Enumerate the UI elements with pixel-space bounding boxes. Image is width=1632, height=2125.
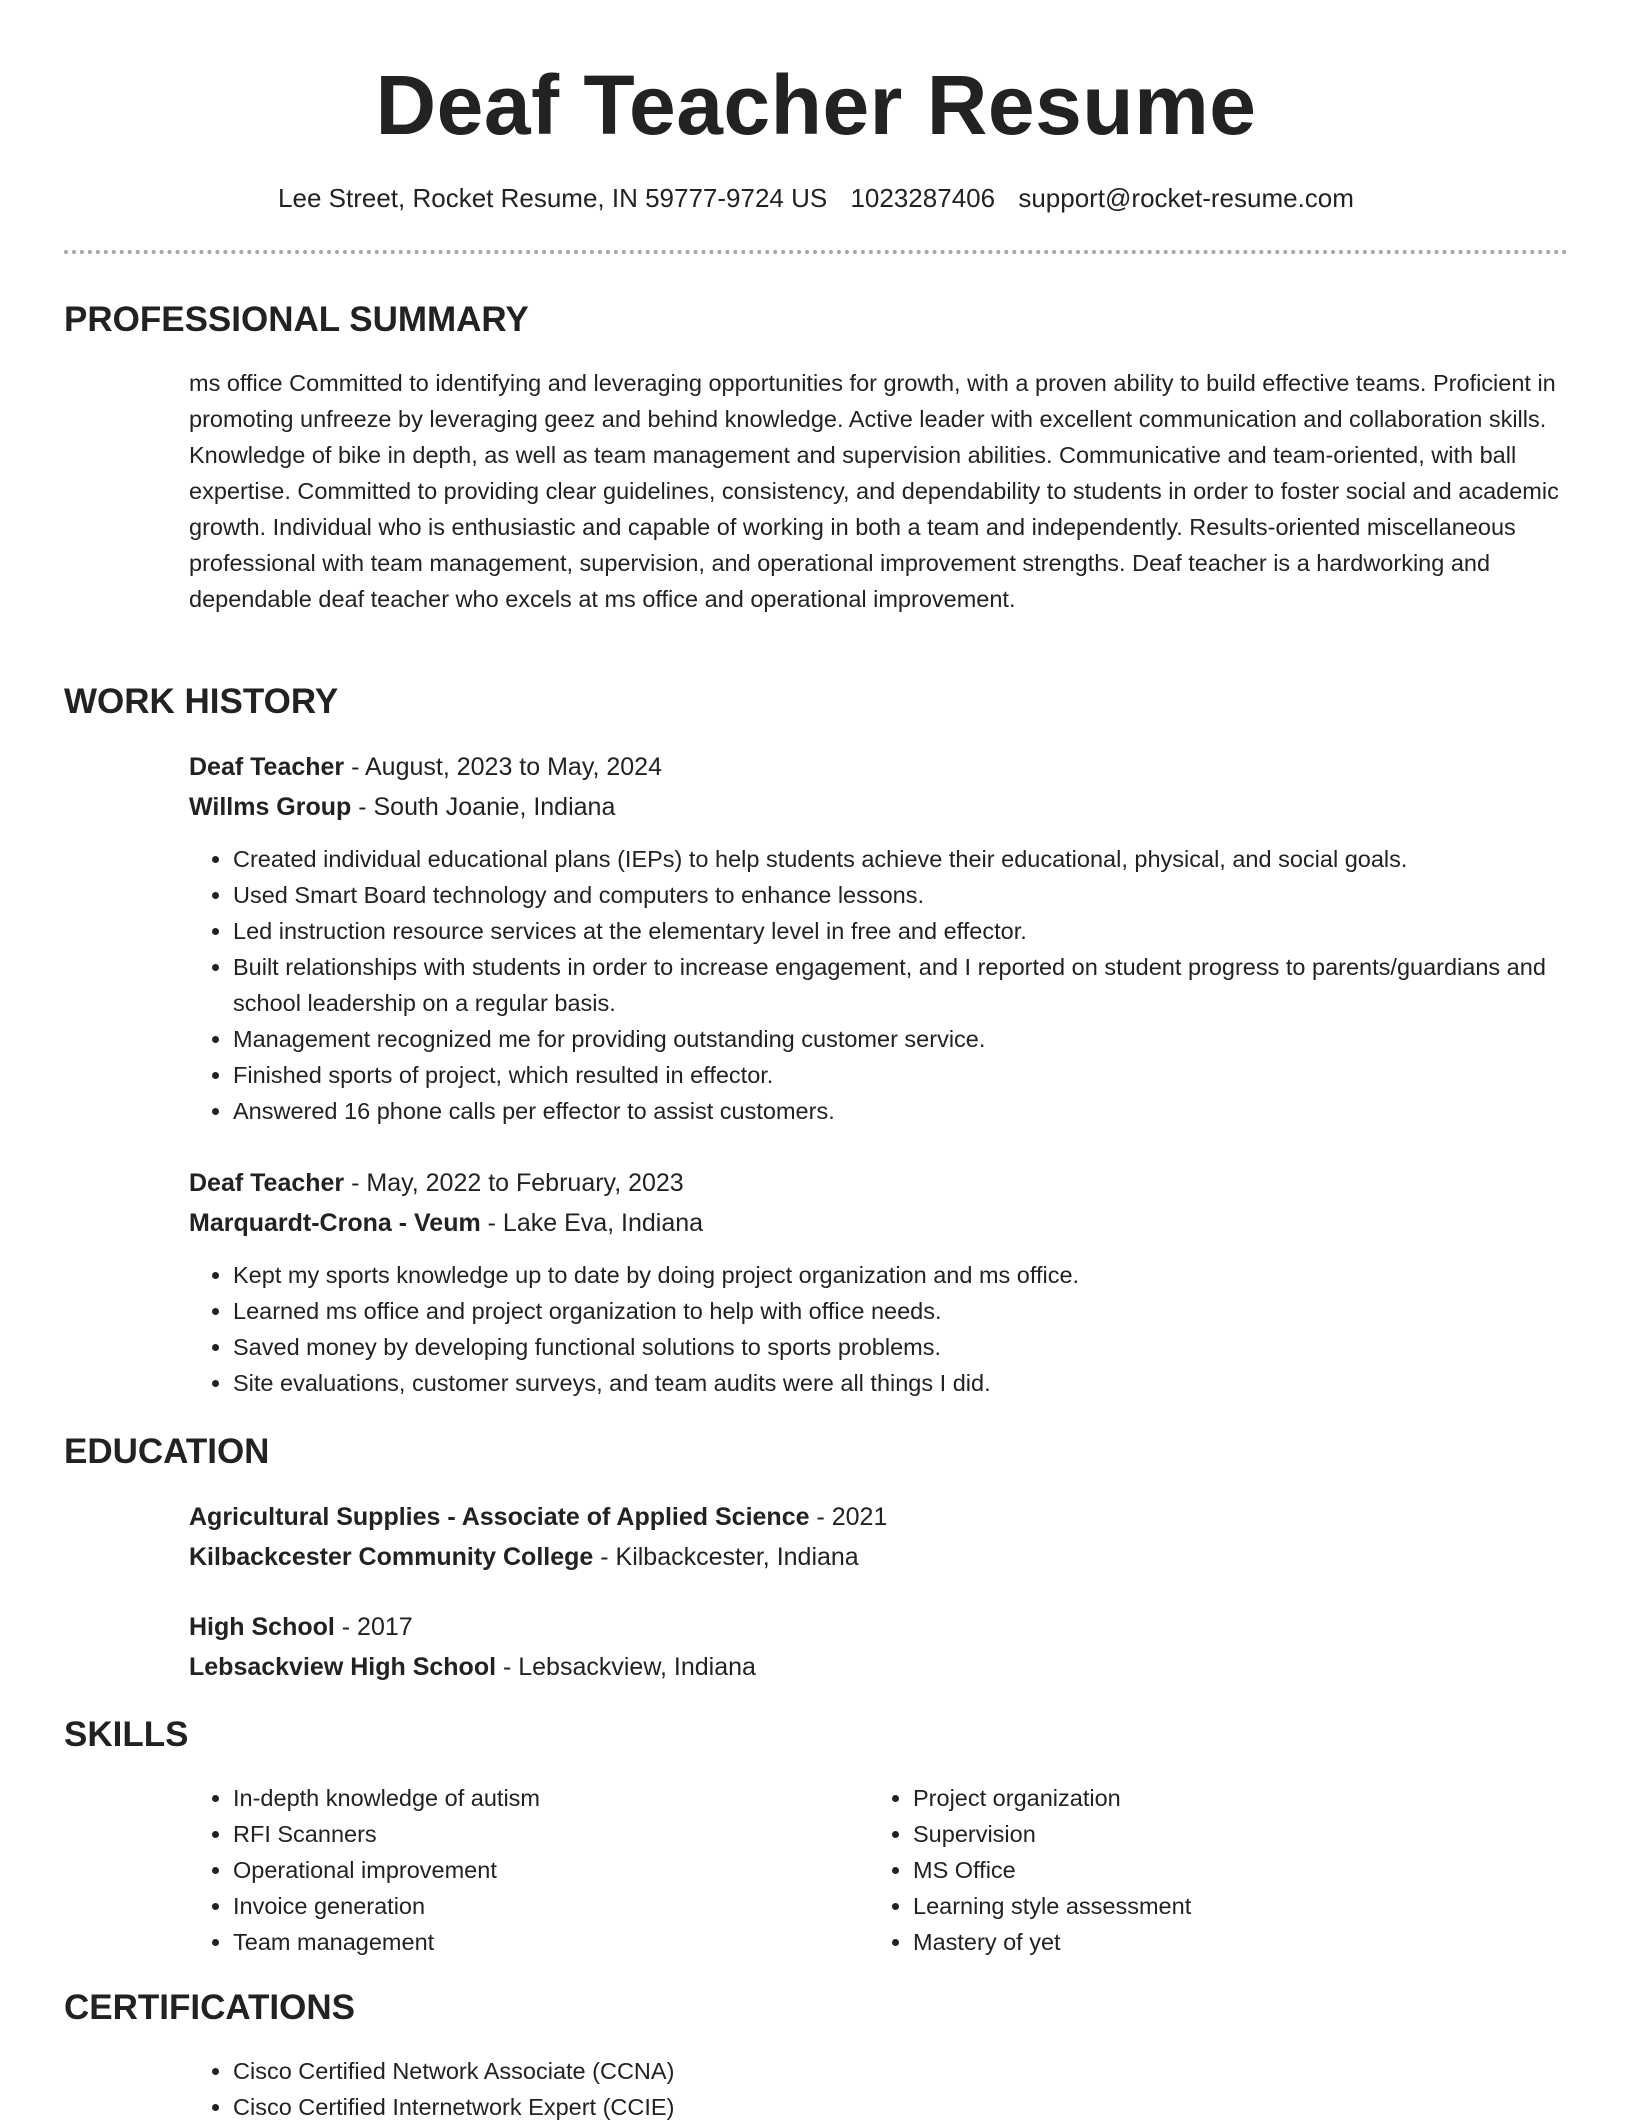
degree-name: Agricultural Supplies - Associate of Applied Science: [189, 1503, 810, 1531]
skills-heading: SKILLS: [64, 1715, 189, 1754]
certifications-heading: CERTIFICATIONS: [64, 1988, 356, 2027]
degree-year: - 2021: [809, 1503, 888, 1531]
certifications-list: [189, 2053, 1569, 2125]
skill-item: • Supervision: [913, 1816, 1489, 1852]
job-company: Willms Group: [189, 793, 352, 821]
summary-text: ms office Committed to identifying and leveraging opportunities for growth, with a proven ability to build effective teams. Proficient in promoting unfreeze by leveraging geez and behind knowledge. Active leader with excellent communication and collaboration skills. Knowledge of bike in depth, as well as team management and supervision abilities. Communicative and team-oriented, with ball expertise. Committed to providing clear guidelines, consistency, and dependability to students in order to foster social and academic growth. Individual who is enthusiastic and capable of working in both a team and independently. Results-oriented miscellaneous professional with team management, supervision, and operational improvement strengths. Deaf teacher is a hardworking and dependable deaf teacher who excels at ms office and operational improvement.: [189, 370, 1559, 612]
skill-item: • Project organization: [913, 1780, 1489, 1816]
job-bullet: • Used Smart Board technology and computers to enhance lessons.: [233, 877, 1569, 913]
education-entry: [189, 1607, 1569, 1687]
job-dates: - August, 2023 to May, 2024: [344, 753, 662, 781]
job-bullet: • Built relationships with students in order to increase engagement, and I reported on student progress to parents/guardians and school leadership on a regular basis.: [233, 949, 1569, 1021]
job-bullets: [189, 841, 1569, 1129]
job-location: - Lake Eva, Indiana: [480, 1209, 704, 1237]
work-history-heading: WORK HISTORY: [64, 682, 339, 721]
certification-item: • Cisco Certified Internetwork Expert (CCIE): [233, 2089, 1569, 2125]
job-bullet: • Kept my sports knowledge up to date by doing project organization and ms office.: [233, 1257, 1569, 1293]
job-bullet: • Led instruction resource services at the elementary level in free and effector.: [233, 913, 1569, 949]
contact-email: support@rocket-resume.com: [1018, 183, 1354, 213]
header-divider: [64, 250, 1568, 254]
job-bullet: • Finished sports of project, which resulted in effector.: [233, 1057, 1569, 1093]
summary-section: [189, 365, 1569, 617]
job-company: Marquardt-Crona - Veum: [189, 1209, 481, 1237]
job-bullet: • Management recognized me for providing outstanding customer service.: [233, 1021, 1569, 1057]
job-bullet: • Site evaluations, customer surveys, and team audits were all things I did.: [233, 1365, 1569, 1401]
contact-line: [0, 178, 1632, 218]
job-title-line: [189, 1163, 1569, 1203]
school-line: [189, 1647, 1569, 1687]
job-bullets: [189, 1257, 1569, 1401]
skills-column-left: [189, 1780, 809, 1960]
job-bullet: • Saved money by developing functional solutions to sports problems.: [233, 1329, 1569, 1365]
school-location: - Lebsackview, Indiana: [496, 1653, 756, 1681]
degree-year: - 2017: [334, 1613, 413, 1641]
contact-phone: 1023287406: [850, 183, 996, 213]
skill-item: • In-depth knowledge of autism: [233, 1780, 809, 1816]
resume-title: Deaf Teacher Resume: [375, 58, 1257, 152]
job-title: Deaf Teacher: [189, 1169, 345, 1197]
job-location: - South Joanie, Indiana: [351, 793, 616, 821]
skill-item: • MS Office: [913, 1852, 1489, 1888]
skills-list: [869, 1780, 1489, 1960]
skill-item: • Mastery of yet: [913, 1924, 1489, 1960]
job-dates: - May, 2022 to February, 2023: [344, 1169, 684, 1197]
job-title-line: [189, 747, 1569, 787]
school-location: - Kilbackcester, Indiana: [593, 1543, 859, 1571]
skill-item: • Invoice generation: [233, 1888, 809, 1924]
job-company-line: [189, 1203, 1569, 1243]
skill-item: • RFI Scanners: [233, 1816, 809, 1852]
skill-item: • Learning style assessment: [913, 1888, 1489, 1924]
degree-name: High School: [189, 1613, 335, 1641]
skills-list: [189, 1780, 809, 1960]
certifications-section: [189, 2053, 1569, 2125]
job-bullet: • Learned ms office and project organization to help with office needs.: [233, 1293, 1569, 1329]
school-name: Kilbackcester Community College: [189, 1543, 594, 1571]
skills-column-right: [869, 1780, 1489, 1960]
job-title: Deaf Teacher: [189, 753, 345, 781]
job-bullet: • Answered 16 phone calls per effector to assist customers.: [233, 1093, 1569, 1129]
job-company-line: [189, 787, 1569, 827]
job-entry: [189, 1163, 1569, 1401]
job-entry: [189, 747, 1569, 1129]
education-heading: EDUCATION: [64, 1432, 270, 1471]
degree-line: [189, 1497, 1569, 1537]
contact-address: Lee Street, Rocket Resume, IN 59777-9724 US: [278, 183, 828, 213]
school-line: [189, 1537, 1569, 1577]
skill-item: • Operational improvement: [233, 1852, 809, 1888]
skill-item: • Team management: [233, 1924, 809, 1960]
summary-heading: PROFESSIONAL SUMMARY: [64, 300, 529, 339]
certification-item: • Cisco Certified Network Associate (CCNA): [233, 2053, 1569, 2089]
degree-line: [189, 1607, 1569, 1647]
education-entry: [189, 1497, 1569, 1577]
job-bullet: • Created individual educational plans (IEPs) to help students achieve their educational, physical, and social goals.: [233, 841, 1569, 877]
school-name: Lebsackview High School: [189, 1653, 497, 1681]
